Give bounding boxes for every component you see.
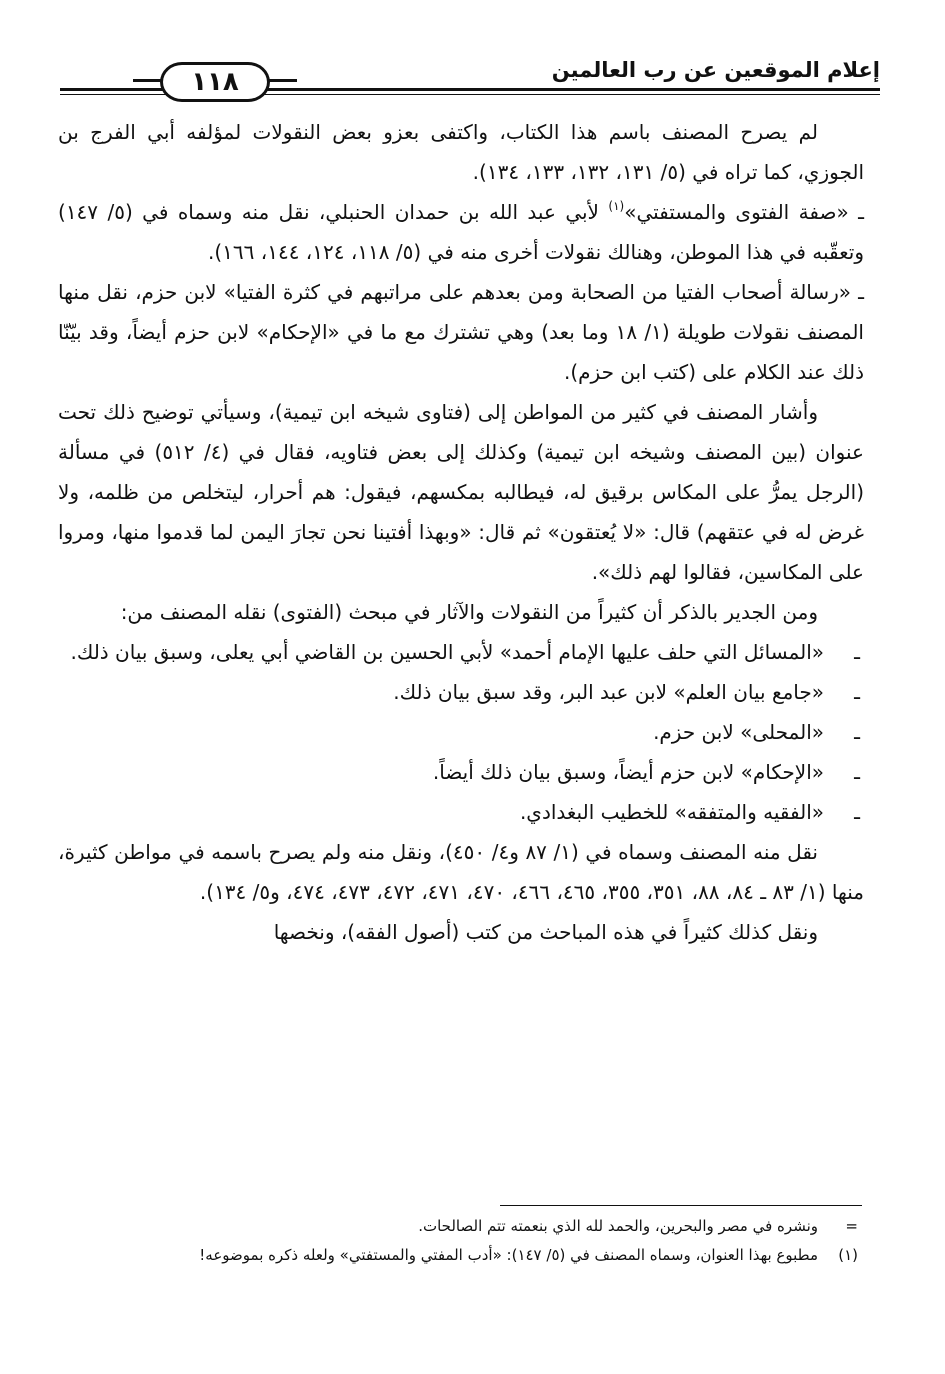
paragraph-5: ومن الجدير بالذكر أن كثيراً من النقولات والآثار في مبحث (الفتوى) نقله المصنف من: — [120, 600, 818, 624]
list-item-text: «المسائل التي حلف عليها الإمام أحمد» لأبي الحسين بن القاضي أبي يعلى، وسبق بيان ذلك. — [70, 640, 824, 664]
paragraph-6: نقل منه المصنف وسماه في (١/ ٨٧ و٤/ ٤٥٠)، ونقل منه ولم يصرح باسمه في مواطن كثيرة، منها (١/ ٨٣ ـ ٨٤، ٨٨، ٣٥١، ٣٥٥، ٤٦٥، ٤٦٦، ٤٧٠، ٤٧١، ٤٧٢، ٤٧٣، ٤٧٤، و٥/ ١٣٤). — [58, 840, 864, 904]
running-header — [60, 52, 880, 100]
list-item-text: «الفقيه والمتفقه» للخطيب البغدادي. — [519, 800, 824, 824]
paragraph-7: ونقل كذلك كثيراً في هذه المباحث من كتب (أصول الفقه)، ونخصها — [273, 920, 818, 944]
page-number: ١١٨ — [160, 62, 270, 102]
footnote-continuation — [60, 1212, 864, 1241]
main-text — [58, 112, 864, 952]
list-item — [58, 672, 864, 712]
footnote-mark: (١) — [838, 1246, 858, 1264]
paragraph-1: لم يصرح المصنف باسم هذا الكتاب، واكتفى بعزو بعض النقولات لمؤلفه أبي الفرج بن الجوزي، كما تراه في (٥/ ١٣١، ١٣٢، ١٣٣، ١٣٤). — [58, 120, 864, 184]
paragraph-3: ـ «رسالة أصحاب الفتيا من الصحابة ومن بعدهم على مراتبهم في كثرة الفتيا» لابن حزم، نقل منها المصنف نقولات طويلة (١/ ١٨ وما بعد) وهي تشترك مع ما في «الإحكام» لابن حزم أيضاً، وقد بيّنّا ذلك عند الكلام على (كتب ابن حزم). — [58, 280, 864, 384]
source-list — [58, 632, 864, 832]
list-item-text: «جامع بيان العلم» لابن عبد البر، وقد سبق بيان ذلك. — [393, 680, 824, 704]
paragraph-2-title: ـ «صفة الفتوى والمستفتي» — [624, 200, 864, 224]
list-item — [58, 632, 864, 672]
list-item — [58, 792, 864, 832]
list-dash: ـ — [854, 800, 860, 824]
footnote-mark: = — [845, 1217, 858, 1235]
footnote-separator — [500, 1205, 862, 1206]
footnotes — [60, 1212, 864, 1270]
list-dash: ـ — [854, 720, 860, 744]
footnote-1 — [60, 1241, 864, 1270]
list-dash: ـ — [854, 640, 860, 664]
list-item — [58, 752, 864, 792]
list-dash: ـ — [854, 680, 860, 704]
paragraph-2 — [58, 192, 864, 272]
footnote-text: ونشره في مصر والبحرين، والحمد لله الذي بنعمته تتم الصالحات. — [418, 1217, 818, 1235]
list-item-text: «المحلى» لابن حزم. — [653, 720, 824, 744]
list-dash: ـ — [854, 760, 860, 784]
footnote-reference-1[interactable]: (١) — [608, 199, 625, 213]
list-item-text: «الإحكام» لابن حزم أيضاً، وسبق بيان ذلك أيضاً. — [432, 760, 824, 784]
paragraph-2-rest: لأبي عبد الله بن حمدان الحنبلي، نقل منه وسماه في (٥/ ١٤٧) وتعقّبه في هذا الموطن، وهنالك نقولات أخرى منه في (٥/ ١١٨، ١٢٤، ١٤٤، ١٦٦). — [58, 200, 864, 264]
paragraph-4: وأشار المصنف في كثير من المواطن إلى (فتاوى شيخه ابن تيمية)، وسيأتي توضيح ذلك تحت عنوان (بين المصنف وشيخه ابن تيمية) وكذلك إلى بعض فتاويه، فقال في (٤/ ٥١٢) في مسألة (الرجل يمرُّ على المكاس برقيق له، فيطالبه بمكسهم، فيقول: هم أحرار، ليتخلص من ظلمه، ولا غرض له في عتقهم) قال: «لا يُعتقون» ثم قال: «وبهذا أفتينا نحن تجارَ اليمن لما قدموا منها، ومروا على المكاسين، فقالوا لهم ذلك». — [58, 400, 864, 584]
footnote-text: مطبوع بهذا العنوان، وسماه المصنف في (٥/ ١٤٧): «أدب المفتي والمستفتي» ولعله ذكره بموضوعه! — [199, 1246, 818, 1264]
list-item — [58, 712, 864, 752]
book-title: إعلام الموقعين عن رب العالمين — [551, 58, 880, 82]
